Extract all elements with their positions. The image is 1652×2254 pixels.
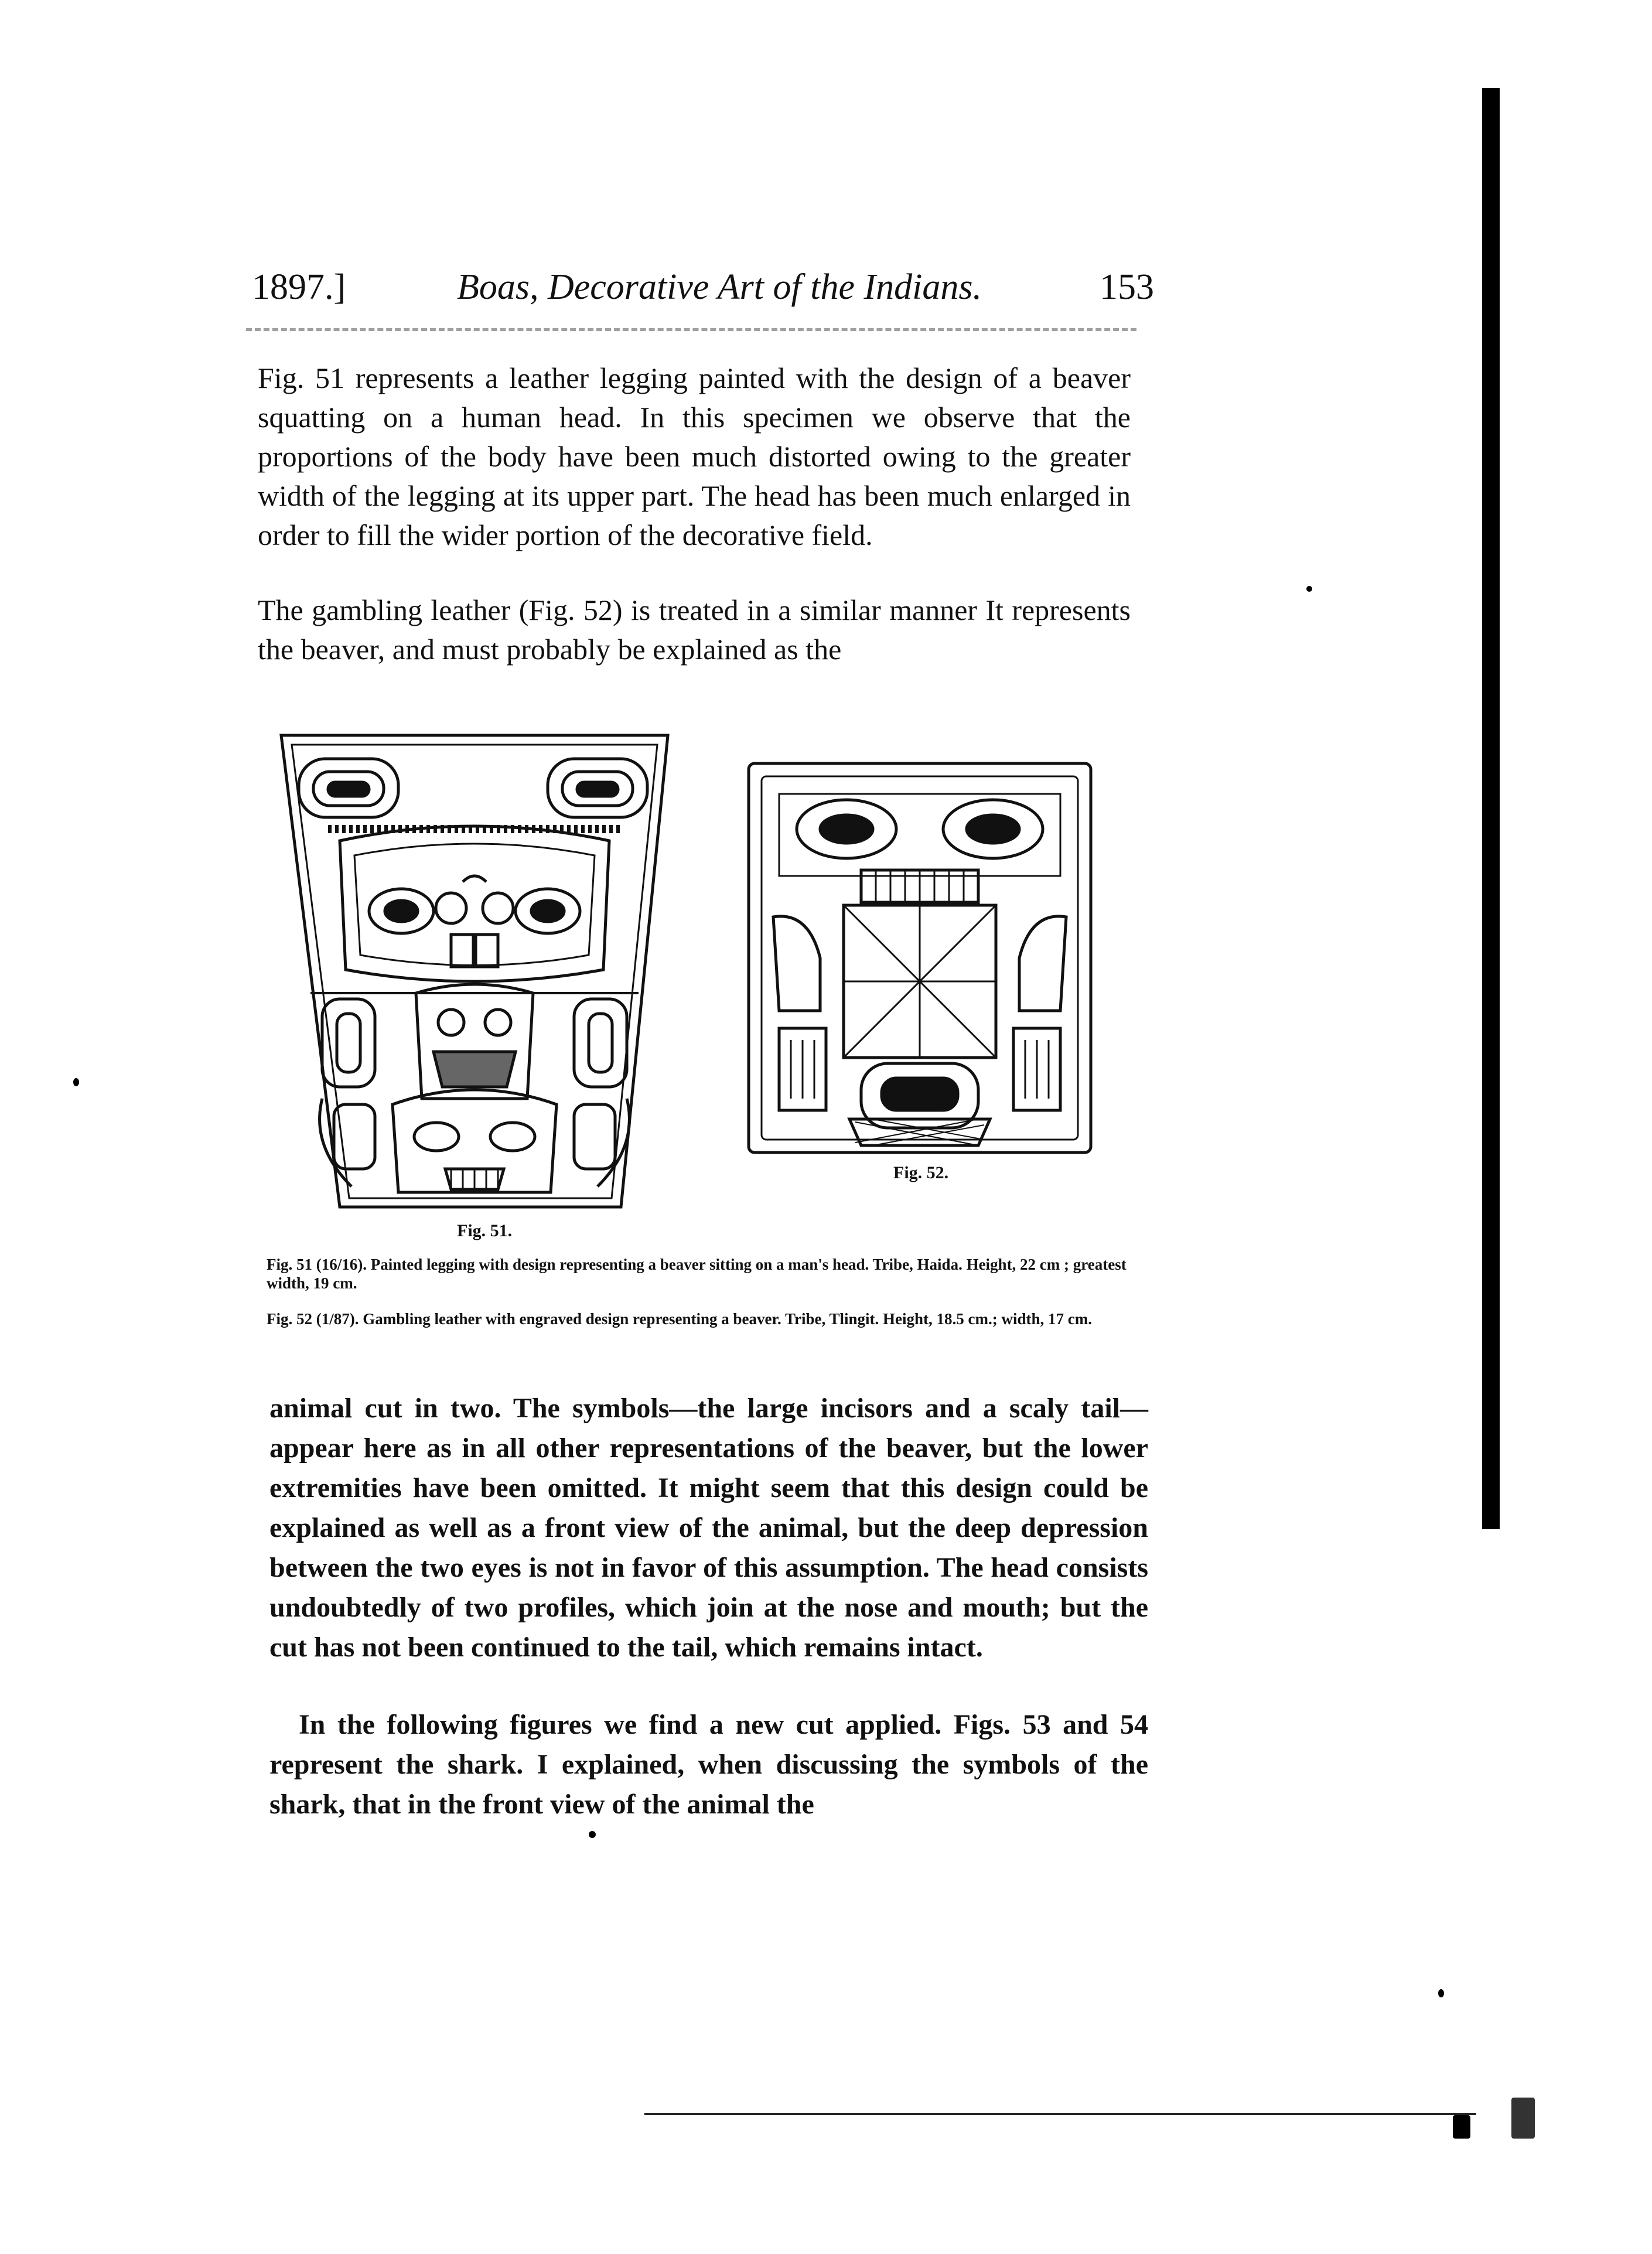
scan-bottom-rule: [644, 2113, 1476, 2115]
header-year: 1897.]: [252, 267, 346, 307]
scan-speck: [1438, 1989, 1444, 1997]
paragraph-3: animal cut in two. The symbols—the large incisors and a scaly tail—appear here as in all other representations of the beaver, but the lower extremities have been omitted. It might seem that this design could be explained as well as a front view of the animal, but the deep depression between the two eyes is not in favor of this assumption. The head consists undoubtedly of two profiles, which join at the nose and mouth; but the cut has not been continued to the tail, which remains intact.: [269, 1393, 1148, 1663]
scan-blot: [1511, 2098, 1535, 2139]
figure-52-caption: Fig. 52 (1/87). Gambling leather with engraved design representing a beaver. Tribe, Tlingit. Height, 18.5 cm.; width, 17 cm.: [267, 1310, 1092, 1328]
figure-51-label: Fig. 51.: [457, 1221, 513, 1240]
page-number: 153: [1100, 267, 1154, 307]
paragraph-1: Fig. 51 represents a leather legging painted with the design of a beaver squatting on a human head. In this specimen we observe that the proportions of the body have been much distorted owing to the greater width of the legging at its upper part. The head has been much enlarged in order to fill the wider portion of the decorative field.: [258, 362, 1131, 551]
scan-edge-bar: [1482, 88, 1500, 1529]
scan-speck: [1306, 586, 1312, 592]
scan-blot: [1453, 2115, 1470, 2139]
scan-speck: [73, 1078, 79, 1086]
running-header: [252, 267, 1154, 319]
figure-51-legging: [275, 724, 674, 1210]
beaver-legging-illustration: [275, 724, 674, 1210]
header-rule: [246, 328, 1136, 331]
scan-speck: [589, 1831, 596, 1838]
paragraph-2: The gambling leather (Fig. 52) is treated in a similar manner It represents the beaver, and must probably be explained as the: [258, 594, 1131, 666]
figure-51-caption: Fig. 51 (16/16). Painted legging with design representing a beaver sitting on a man's head. Tribe, Haida. Height, 22 cm ; greatest width, 19 cm.: [267, 1256, 1127, 1292]
beaver-gambling-leather-illustration: [744, 759, 1095, 1157]
figure-52-gambling-leather: [744, 759, 1095, 1157]
figure-52-label: Fig. 52.: [893, 1163, 949, 1182]
paragraph-4: In the following figures we find a new cut applied. Figs. 53 and 54 represent the shark. I explained, when discussing the symbols of the shark, that in the front view of the animal the: [269, 1709, 1148, 1820]
header-title: Boas, Decorative Art of the Indians.: [457, 267, 982, 307]
